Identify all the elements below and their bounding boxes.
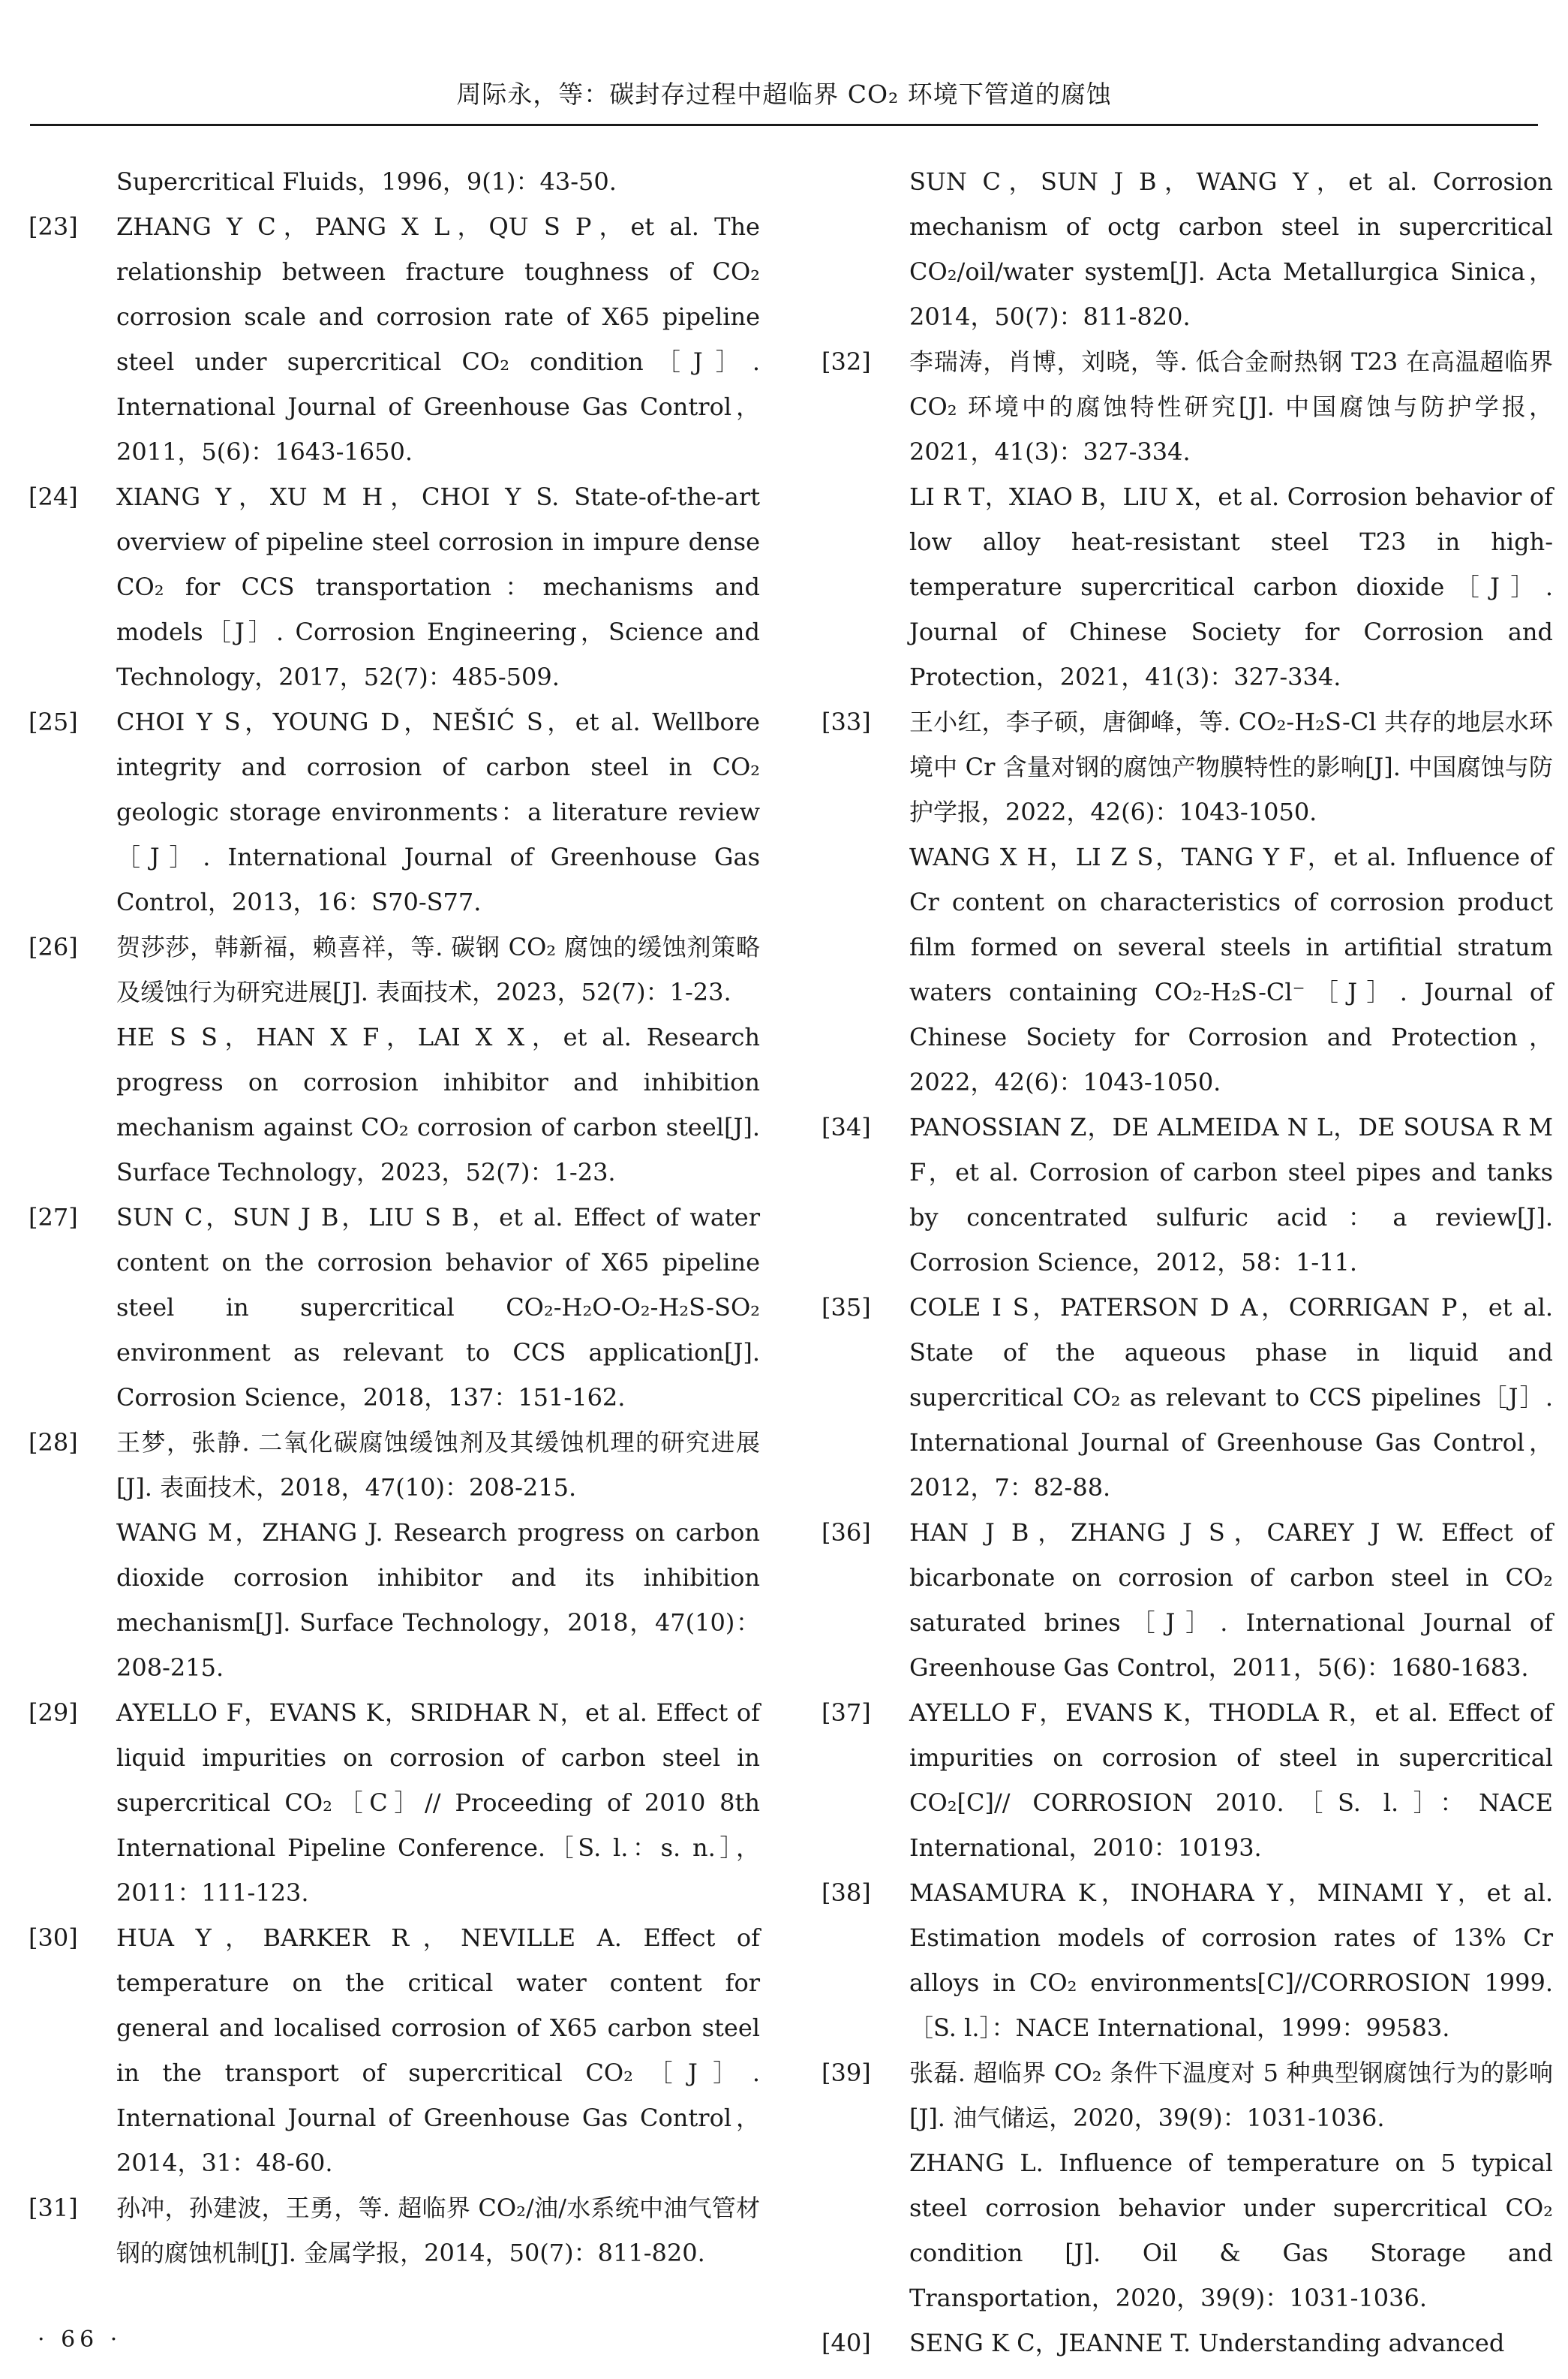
reference-27	[29, 1195, 760, 1420]
reference-number: [36]	[822, 1518, 871, 1547]
reference-text: XIANG Y，XU M H，CHOI Y S. State-of-the-art overview of pipeline steel corrosion in impure dense CO₂ for CCS transportation：mechanisms and models［J］. Corrosion Engineering，Science and Technology，2017，52(7)：485-509.	[116, 483, 760, 691]
running-header	[30, 72, 1538, 126]
reference-37	[822, 1690, 1553, 1870]
reference-text: 张磊. 超临界 CO₂ 条件下温度对 5 种典型钢腐蚀行为的影响[J]. 油气储运，2020，39(9)：1031-1036.	[909, 2059, 1553, 2132]
reference-text: AYELLO F，EVANS K，SRIDHAR N，et al. Effect of liquid impurities on corrosion of carbon steel in supercritical CO₂［C］// Proceeding of 2010 8th International Pipeline Conference.［S. l.：s. n.］，2011：111-123.	[116, 1698, 760, 1907]
reference-24	[29, 474, 760, 699]
reference-number: [24]	[29, 483, 78, 511]
reference-text: AYELLO F，EVANS K，THODLA R，et al. Effect of impurities on corrosion of steel in supercritical CO₂[C]// CORROSION 2010.［S. l.］：NACE International，2010：10193.	[909, 1698, 1553, 1862]
reference-text: MASAMURA K，INOHARA Y，MINAMI Y，et al. Estimation models of corrosion rates of 13% Cr alloys in CO₂ environments[C]//CORROSION 1999.［S. l.］：NACE International，1999：99583.	[909, 1878, 1553, 2042]
reference-32	[822, 339, 1553, 699]
reference-text: 孙冲，孙建波，王勇，等. 超临界 CO₂/油/水系统中油气管材钢的腐蚀机制[J]. 金属学报，2014，50(7)：811-820.	[116, 2194, 760, 2267]
reference-30	[29, 1915, 760, 2185]
reference-38	[822, 1870, 1553, 2050]
reference-text: COLE I S，PATERSON D A，CORRIGAN P，et al. State of the aqueous phase in liquid and supercritical CO₂ as relevant to CCS pipelines［J］. International Journal of Greenhouse Gas Control，2012，7：82-88.	[909, 1293, 1553, 1502]
reference-number: [37]	[822, 1698, 871, 1727]
reference-text: 王梦，张静. 二氧化碳腐蚀缓蚀剂及其缓蚀机理的研究进展[J]. 表面技术，2018，47(10)：208-215.	[116, 1428, 760, 1502]
reference-text: HAN J B，ZHANG J S，CAREY J W. Effect of bicarbonate on corrosion of carbon steel in CO₂ saturated brines［J］. International Journal of Greenhouse Gas Control，2011，5(6)：1680-1683.	[909, 1518, 1553, 1682]
running-title: 周际永，等：碳封存过程中超临界 CO₂ 环境下管道的腐蚀	[456, 80, 1112, 109]
reference-39	[822, 2050, 1553, 2320]
reference-29	[29, 1690, 760, 1915]
reference-number: [39]	[822, 2059, 871, 2087]
right-column	[822, 159, 1553, 2365]
reference-31	[29, 2185, 760, 2275]
reference-number: [28]	[29, 1428, 78, 1457]
reference-translation: HE S S，HAN X F，LAI X X，et al. Research progress on corrosion inhibitor and inhibition mechanism against CO₂ corrosion of carbon steel[J]. Surface Technology，2023，52(7)：1-23.	[116, 1023, 760, 1186]
reference-number: [40]	[822, 2329, 871, 2357]
reference-text: ZHANG Y C，PANG X L，QU S P，et al. The relationship between fracture toughness of CO₂ corrosion scale and corrosion rate of X65 pipeline steel under supercritical CO₂ condition［J］. International Journal of Greenhouse Gas Control，2011，5(6)：1643-1650.	[116, 212, 760, 466]
reference-translation: WANG X H，LI Z S，TANG Y F，et al. Influence of Cr content on characteristics of corrosion product film formed on several steels in artifitial stratum waters containing CO₂-H₂S-Cl⁻［J］. Journal of Chinese Society for Corrosion and Protection，2022，42(6)：1043-1050.	[909, 843, 1553, 1096]
reference-text: SENG K C，JEANNE T. Understanding advanced	[909, 2329, 1505, 2357]
reference-number: [30]	[29, 1923, 78, 1952]
reference-text: SUN C，SUN J B，LIU S B，et al. Effect of water content on the corrosion behavior of X65 pipeline steel in supercritical CO₂-H₂O-O₂-H₂S-SO₂ environment as relevant to CCS application[J]. Corrosion Science，2018，137：151-162.	[116, 1203, 760, 1412]
reference-40	[822, 2320, 1553, 2365]
reference-text: 王小红，李子硕，唐御峰，等. CO₂-H₂S-Cl 共存的地层水环境中 Cr 含量对钢的腐蚀产物膜特性的影响[J]. 中国腐蚀与防护学报，2022，42(6)：1043-1050.	[909, 708, 1553, 826]
reference-25	[29, 699, 760, 925]
reference-text: CHOI Y S，YOUNG D，NEŠIĆ S，et al. Wellbore integrity and corrosion of carbon steel in CO₂ geologic storage environments：a literature review［J］. International Journal of Greenhouse Gas Control，2013，16：S70-S77.	[116, 708, 760, 916]
reference-continuation: Supercritical Fluids，1996，9(1)：43-50.	[116, 167, 617, 196]
reference-text: 李瑞涛，肖博，刘晓，等. 低合金耐热钢 T23 在高温超临界 CO₂ 环境中的腐蚀特性研究[J]. 中国腐蚀与防护学报，2021，41(3)：327-334.	[909, 347, 1553, 466]
reference-36	[822, 1510, 1553, 1690]
reference-number: [27]	[29, 1203, 78, 1232]
reference-text: 贺莎莎，韩新福，赖喜祥，等. 碳钢 CO₂ 腐蚀的缓蚀剂策略及缓蚀行为研究进展[J]. 表面技术，2023，52(7)：1-23.	[116, 933, 760, 1006]
reference-33	[822, 699, 1553, 1105]
reference-number: [34]	[822, 1113, 871, 1141]
reference-number: [35]	[822, 1293, 871, 1322]
reference-translation: WANG M，ZHANG J. Research progress on carbon dioxide corrosion inhibitor and its inhibition mechanism[J]. Surface Technology，2018，47(10)：208-215.	[116, 1518, 760, 1682]
reference-text: PANOSSIAN Z，DE ALMEIDA N L，DE SOUSA R M F，et al. Corrosion of carbon steel pipes and tanks by concentrated sulfuric acid：a review[J]. Corrosion Science，2012，58：1-11.	[909, 1113, 1553, 1277]
reference-continuation: SUN C，SUN J B，WANG Y，et al. Corrosion mechanism of octg carbon steel in supercritical CO₂/oil/water system[J]. Acta Metallurgica Sinica，2014，50(7)：811-820.	[909, 167, 1553, 331]
reference-number: [38]	[822, 1878, 871, 1907]
reference-text: HUA Y，BARKER R，NEVILLE A. Effect of temperature on the critical water content for general and localised corrosion of X65 carbon steel in the transport of supercritical CO₂［J］. International Journal of Greenhouse Gas Control，2014，31：48-60.	[116, 1923, 760, 2177]
reference-number: [31]	[29, 2194, 78, 2222]
left-column	[29, 159, 760, 2275]
reference-26	[29, 925, 760, 1195]
reference-number: [26]	[29, 933, 78, 961]
reference-number: [33]	[822, 708, 871, 736]
page-number: · 66 ·	[38, 2326, 122, 2353]
reference-translation: ZHANG L. Influence of temperature on 5 typical steel corrosion behavior under supercritical CO₂ condition [J]. Oil & Gas Storage and Transportation，2020，39(9)：1031-1036.	[909, 2149, 1553, 2312]
reference-35	[822, 1285, 1553, 1510]
reference-number: [25]	[29, 708, 78, 736]
reference-34	[822, 1105, 1553, 1285]
reference-translation: LI R T，XIAO B，LIU X，et al. Corrosion behavior of low alloy heat-resistant steel T23 in high-temperature supercritical carbon dioxide［J］. Journal of Chinese Society for Corrosion and Protection，2021，41(3)：327-334.	[909, 483, 1553, 691]
reference-23	[29, 204, 760, 474]
reference-number: [23]	[29, 212, 78, 241]
reference-28	[29, 1420, 760, 1690]
reference-number: [29]	[29, 1698, 78, 1727]
reference-number: [32]	[822, 347, 871, 376]
